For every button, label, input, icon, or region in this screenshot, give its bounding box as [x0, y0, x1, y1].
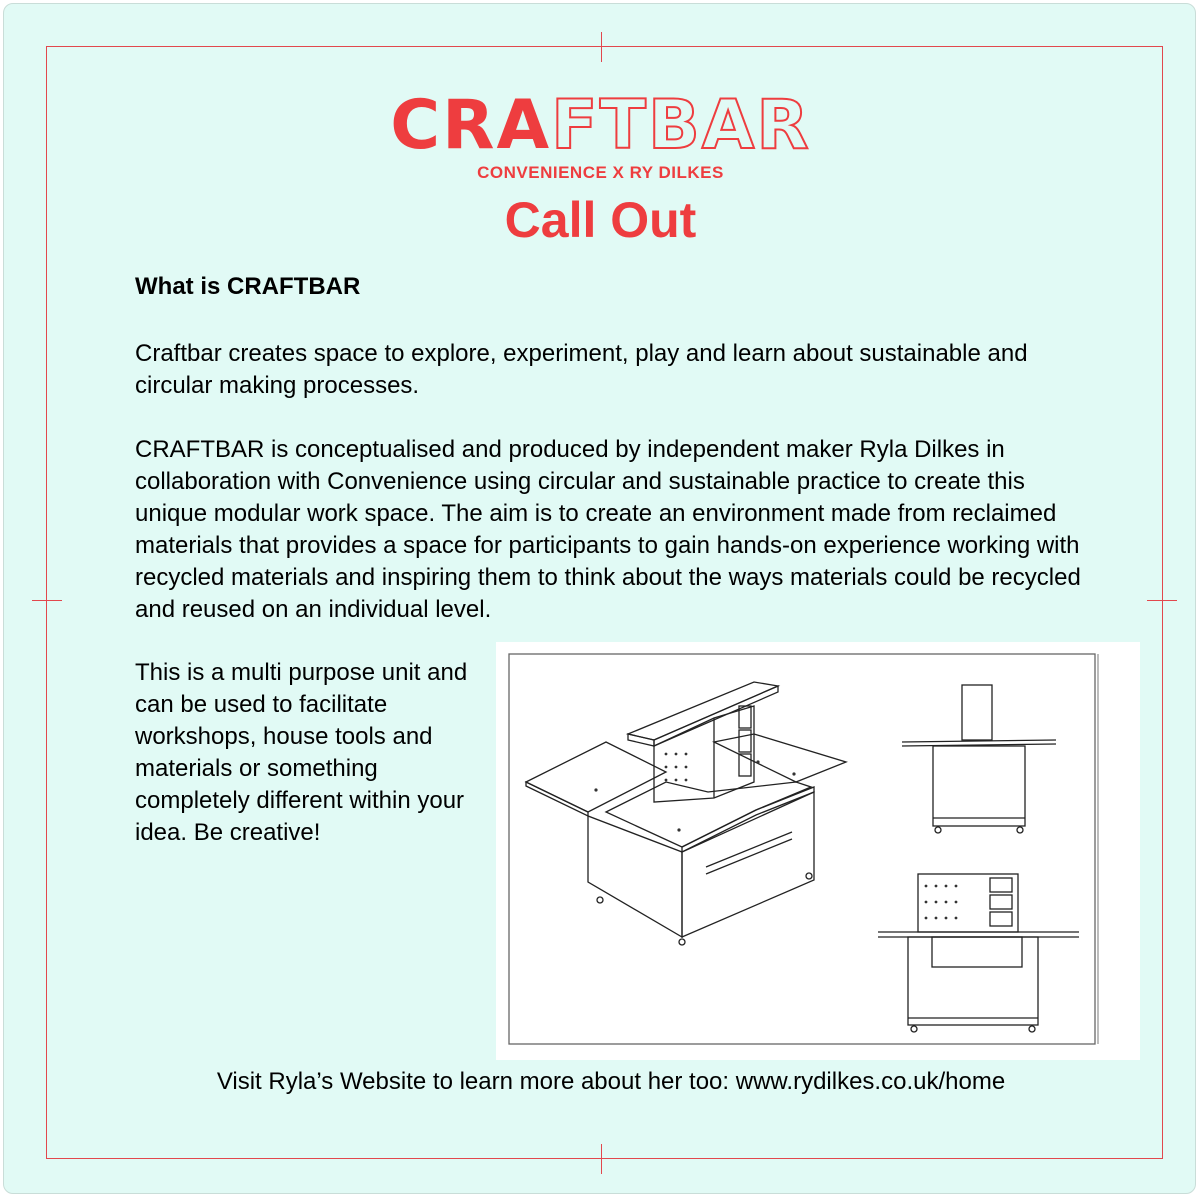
crop-mark-top	[601, 32, 602, 62]
logo-solid-letters: CRA	[390, 86, 552, 165]
crop-mark-left	[32, 600, 62, 601]
crop-mark-right	[1147, 600, 1177, 601]
unit-technical-drawing	[496, 642, 1140, 1060]
website-footer: Visit Ryla’s Website to learn more about her too: www.rydilkes.co.uk/home	[216, 1068, 1006, 1095]
intro-paragraph: Craftbar creates space to explore, experiment, play and learn about sustainable and circular making processes.	[135, 340, 1028, 399]
usage-paragraph: This is a multi purpose unit and can be used to facilitate workshops, house tools and materials or something completely different within your idea. Be creative!	[135, 659, 468, 846]
section-heading: What is CRAFTBAR	[135, 273, 361, 300]
page-title: Call Out	[504, 192, 697, 248]
description-paragraph: CRAFTBAR is conceptualised and produced by independent maker Ryla Dilkes in collaboration with Convenience using circular and sustainable practice to create this unique modular work space. The aim is to create an environment made from reclaimed materials that provides a space for participants to gain hands-on experience working with recycled materials and inspiring them to think about the ways materials could be recycled and reused on an individual level.	[135, 436, 1081, 623]
drawing-illustration	[496, 642, 1140, 1060]
crop-mark-bottom	[601, 1144, 602, 1174]
logo-subtitle: CONVENIENCE X RY DILKES	[477, 163, 724, 182]
logo-outline-letters: FTBAR	[551, 86, 811, 165]
craftbar-logo	[0, 88, 1201, 164]
